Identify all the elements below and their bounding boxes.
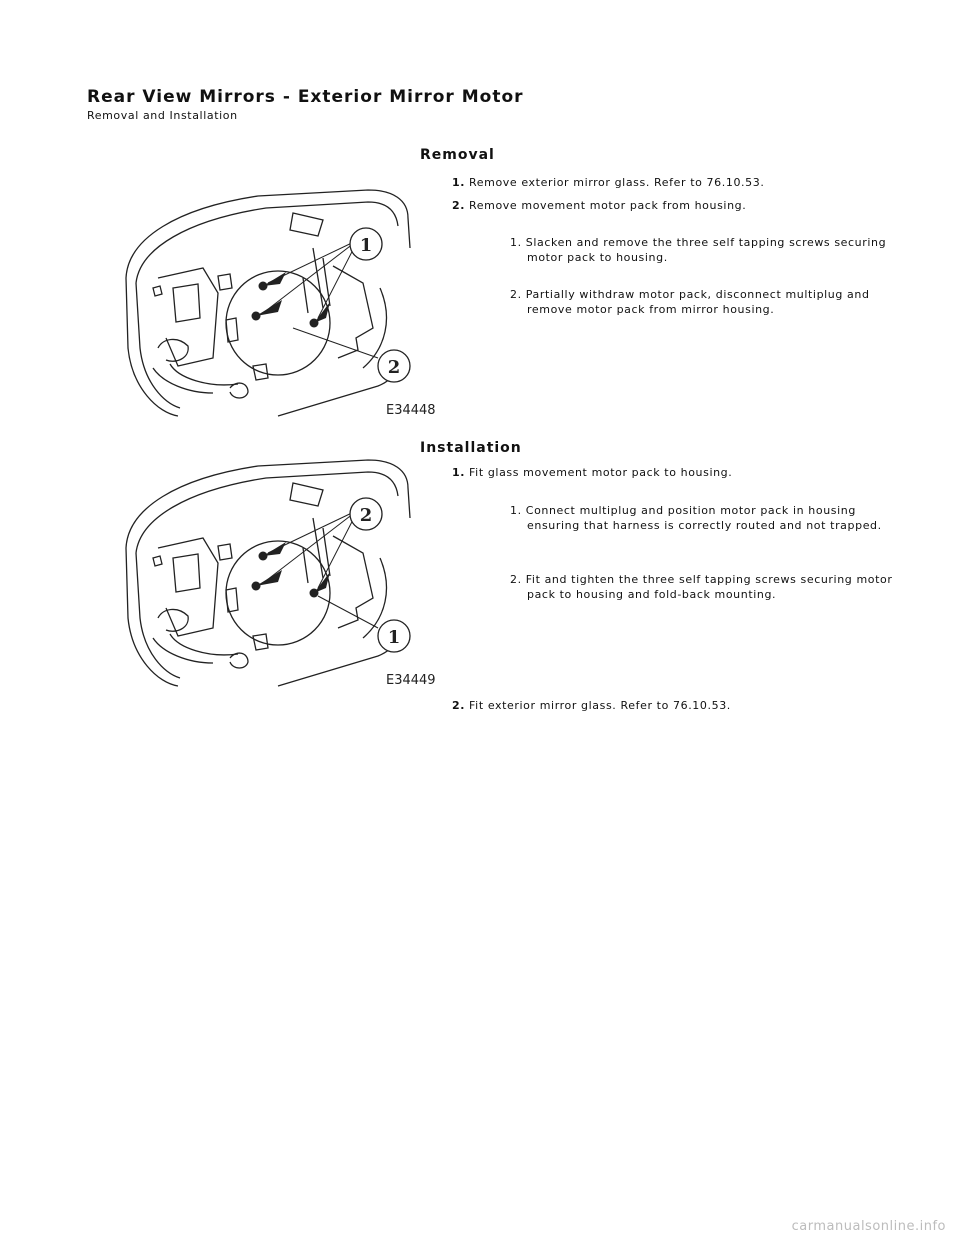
installation-figure xyxy=(118,458,436,688)
removal-step-1 xyxy=(452,176,764,189)
step-text: Remove movement motor pack from housing. xyxy=(469,199,747,212)
mirror-motor-illustration xyxy=(118,188,436,418)
step-text: Remove exterior mirror glass. Refer to 76.10.53. xyxy=(469,176,765,189)
removal-figure xyxy=(118,188,436,418)
removal-step-2 xyxy=(452,199,746,212)
installation-step-1 xyxy=(452,466,732,479)
installation-substep-1: 1. Connect multiplug and position motor pack in housing ensuring that harness is correctly routed and not trapped. xyxy=(510,504,882,532)
removal-substep-1: 1. Slacken and remove the three self tapping screws securing motor pack to housing. xyxy=(510,236,887,264)
step-text: Fit glass movement motor pack to housing. xyxy=(469,466,733,479)
page-subtitle: Removal and Installation xyxy=(87,109,238,122)
step-number: 1. xyxy=(452,466,466,479)
removal-heading: Removal xyxy=(420,147,495,163)
callout-label: 2 xyxy=(359,505,373,526)
installation-heading: Installation xyxy=(420,440,522,456)
callout-label: 1 xyxy=(387,627,401,648)
step-number: 1. xyxy=(452,176,466,189)
step-text: Fit exterior mirror glass. Refer to 76.10.53. xyxy=(469,699,731,712)
figure-code: E34449 xyxy=(386,673,436,688)
installation-substep-2: 2. Fit and tighten the three self tapping screws securing motor pack to housing and fold-back mounting. xyxy=(510,573,893,601)
callout-label: 2 xyxy=(387,357,401,378)
step-number: 2. xyxy=(452,699,466,712)
removal-substep-2: 2. Partially withdraw motor pack, disconnect multiplug and remove motor pack from mirror housing. xyxy=(510,288,870,316)
mirror-motor-illustration xyxy=(118,458,436,688)
watermark: carmanualsonline.info xyxy=(791,1219,946,1234)
page-title: Rear View Mirrors - Exterior Mirror Motor xyxy=(87,87,524,107)
figure-code: E34448 xyxy=(386,403,436,418)
step-number: 2. xyxy=(452,199,466,212)
installation-step-2 xyxy=(452,699,731,712)
callout-label: 1 xyxy=(359,235,373,256)
